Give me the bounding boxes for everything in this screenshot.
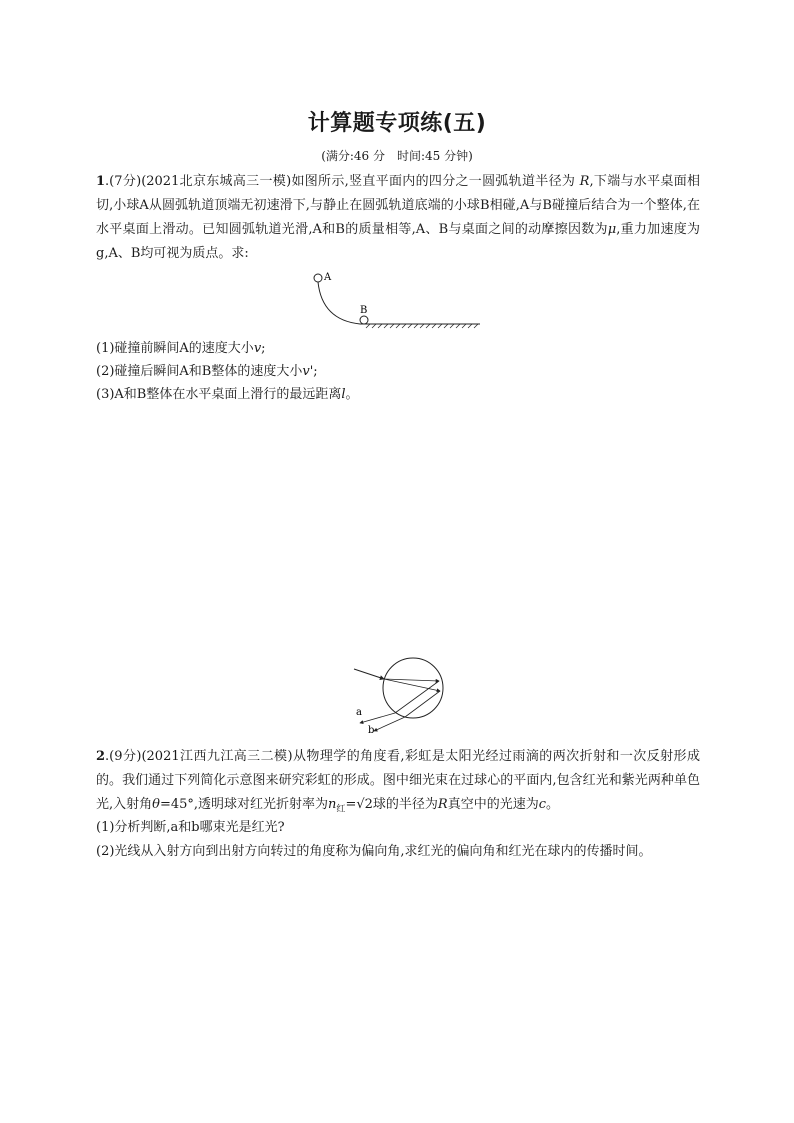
arc-track	[318, 282, 360, 324]
question-1-figure	[300, 268, 490, 330]
water-drop-sphere	[383, 658, 443, 718]
reflected-ray-1	[405, 691, 440, 717]
var-theta: θ	[152, 797, 160, 812]
var-R-2: R	[437, 797, 448, 812]
var-R: R	[579, 174, 590, 189]
question-2-number: 2	[96, 749, 106, 764]
question-2-text-b: =45°,透明球对红光折射率为	[159, 797, 329, 812]
question-1-text-a: .(7分)(2021北京东城高三一模)如图所示,竖直平面内的四分之一圆弧轨道半径为	[105, 174, 580, 189]
var-mu: μ	[607, 222, 617, 237]
question-1-sub-1: (1)碰撞前瞬间A的速度大小v;	[96, 341, 266, 356]
var-n: n	[328, 797, 337, 812]
question-2-text-c: 球的半径为	[372, 797, 438, 812]
label-a: a	[356, 707, 362, 718]
question-2-text-e: 。	[546, 797, 560, 812]
question-1-sub-3: (3)A和B整体在水平桌面上滑行的最远距离l。	[96, 387, 359, 402]
page-subtitle: (满分:46 分 时间:45 分钟)	[321, 149, 473, 163]
label-b: b	[368, 725, 375, 735]
ball-A	[314, 274, 322, 282]
var-c: c	[538, 797, 546, 812]
page-title: 计算题专项练(五)	[307, 111, 487, 136]
exit-ray-a	[360, 713, 395, 723]
question-1-number: 1	[96, 174, 106, 189]
question-1-text	[96, 170, 700, 266]
question-1-text-c: ,重力加速度为 g,A、B均可视为质点。求:	[96, 222, 700, 261]
label-A: A	[324, 272, 332, 283]
question-1-text-b: ,下端与水平桌面相切,小球A从圆弧轨道顶端无初速滑下,与静止在圆弧轨道底端的小球B相碰,A与B碰撞后结合为一个整体,在水平桌面上滑动。已知圆弧轨道光滑,A和B的质量相等,A、B与桌面之间的动摩擦因数为	[96, 174, 700, 237]
ball-B	[360, 316, 368, 324]
incident-ray	[354, 669, 384, 679]
subscript-red: 红	[336, 804, 346, 815]
exit-ray-b	[374, 717, 405, 731]
table-hatching	[366, 324, 478, 328]
question-1-sub-2: (2)碰撞后瞬间A和B整体的速度大小v';	[96, 364, 318, 379]
refractive-index-value: =√2	[345, 797, 373, 812]
question-2-text-d: 真空中的光速为	[447, 797, 539, 812]
question-2-sub-2: (2)光线从入射方向到出射方向转过的角度称为偏向角,求红光的偏向角和红光在球内的传播时间。	[96, 844, 652, 859]
question-2-text-a: .(9分)(2021江西九江高三二模)从物理学的角度看,彩虹是太阳光经过雨滴的两次折射和一次反射形成的。我们通过下列简化示意图来研究彩虹的形成。图中细光束在过球心的平面内,包含红光和紫光两种单色光,入射角	[96, 749, 700, 812]
question-2-text	[96, 745, 700, 822]
label-B: B	[360, 305, 368, 316]
question-2-figure	[350, 655, 450, 735]
question-2-sub-1: (1)分析判断,a和b哪束光是红光?	[96, 820, 285, 835]
